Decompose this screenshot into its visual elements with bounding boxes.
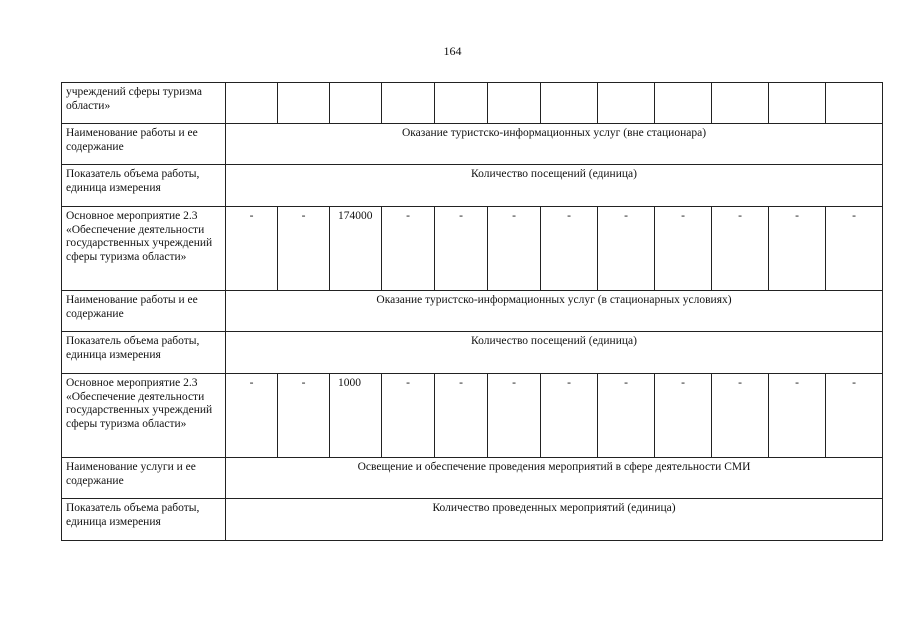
value-cell	[435, 83, 488, 124]
indicator-cell: Количество проведенных мероприятий (единица)	[226, 499, 883, 541]
row-label: Показатель объема работы, единица измерения	[62, 499, 226, 541]
table-row	[62, 499, 883, 541]
row-label: Наименование работы и ее содержание	[62, 291, 226, 332]
value-cell: -	[488, 207, 541, 291]
indicator-cell: Количество посещений (единица)	[226, 165, 883, 207]
row-label: Наименование услуги и ее содержание	[62, 458, 226, 499]
table-row	[62, 332, 883, 374]
row-label: Показатель объема работы, единица измерения	[62, 165, 226, 207]
table-row	[62, 165, 883, 207]
table-row	[62, 291, 883, 332]
value-cell: -	[278, 374, 330, 458]
value-cell: -	[769, 374, 826, 458]
value-cell: -	[226, 374, 278, 458]
value-cell: 1000	[330, 374, 382, 458]
row-label: Основное мероприятие 2.3 «Обеспечение деятельности государственных учреждений сферы туризма области»	[62, 374, 226, 458]
work-name-cell: Оказание туристско-информационных услуг (в стационарных условиях)	[226, 291, 883, 332]
value-cell: -	[382, 207, 435, 291]
table-row	[62, 83, 883, 124]
value-cell: -	[712, 207, 769, 291]
value-cell: -	[435, 374, 488, 458]
row-label: Наименование работы и ее содержание	[62, 124, 226, 165]
row-label: учреждений сферы туризма области»	[62, 83, 226, 124]
value-cell: -	[598, 374, 655, 458]
table-row	[62, 458, 883, 499]
value-cell	[541, 83, 598, 124]
table-row	[62, 124, 883, 165]
value-cell	[655, 83, 712, 124]
value-cell: -	[598, 207, 655, 291]
value-cell: -	[826, 207, 883, 291]
value-cell: -	[226, 207, 278, 291]
value-cell: -	[278, 207, 330, 291]
table-row	[62, 374, 883, 458]
page-number: 164	[443, 44, 462, 58]
value-cell: -	[826, 374, 883, 458]
value-cell	[382, 83, 435, 124]
work-name-cell: Оказание туристско-информационных услуг (вне стационара)	[226, 124, 883, 165]
value-cell: -	[435, 207, 488, 291]
indicator-cell: Количество посещений (единица)	[226, 332, 883, 374]
value-cell: -	[382, 374, 435, 458]
value-cell: -	[769, 207, 826, 291]
service-name-cell: Освещение и обеспечение проведения мероприятий в сфере деятельности СМИ	[226, 458, 883, 499]
value-cell	[826, 83, 883, 124]
value-cell: 174000	[330, 207, 382, 291]
value-cell	[226, 83, 278, 124]
row-label: Показатель объема работы, единица измерения	[62, 332, 226, 374]
value-cell	[488, 83, 541, 124]
value-cell	[712, 83, 769, 124]
value-cell: -	[488, 374, 541, 458]
value-cell: -	[655, 374, 712, 458]
value-cell: -	[541, 207, 598, 291]
value-cell	[330, 83, 382, 124]
value-cell	[598, 83, 655, 124]
table-row	[62, 207, 883, 291]
value-cell: -	[541, 374, 598, 458]
value-cell: -	[655, 207, 712, 291]
value-cell	[769, 83, 826, 124]
value-cell: -	[712, 374, 769, 458]
document-table	[61, 82, 883, 541]
value-cell	[278, 83, 330, 124]
row-label: Основное мероприятие 2.3 «Обеспечение деятельности государственных учреждений сферы туризма области»	[62, 207, 226, 291]
